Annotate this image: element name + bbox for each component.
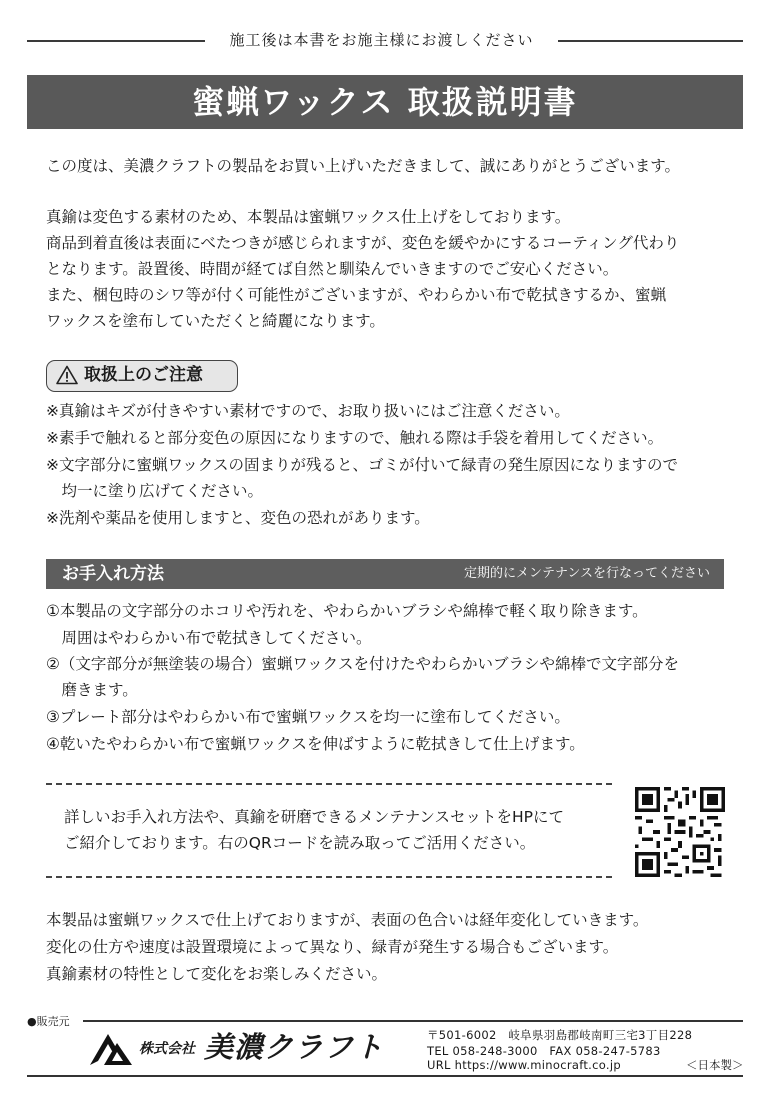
dashed-divider-top <box>46 783 612 785</box>
company-name: 美濃クラフト <box>204 1030 385 1064</box>
footer-rule-top <box>83 1020 743 1022</box>
caution-line: 均一に塗り広げてください。 <box>46 482 264 500</box>
maintenance-step: ③プレート部分はやわらかい布で蜜蝋ワックスを均一に塗布してください。 <box>46 708 570 726</box>
description-line: 商品到着直後は表面にべたつきが感じられますが、変色を緩やかにするコーティング代わり <box>46 234 680 252</box>
top-note-rule-right <box>558 40 743 42</box>
made-in-label: ＜日本製＞ <box>686 1058 744 1072</box>
warning-triangle-icon <box>56 365 78 385</box>
top-note: 施工後は本書をお施主様にお渡しください <box>229 31 534 49</box>
seller-label: ●販売元 <box>27 1015 70 1028</box>
company-prefix: 株式会社 <box>139 1041 195 1057</box>
description-line: ワックスを塗布していただくと綺麗になります。 <box>46 312 385 330</box>
hp-info-line: 詳しいお手入れ方法や、真鍮を研磨できるメンテナンスセットをHPにて <box>64 808 564 826</box>
maintenance-step: 周囲はやわらかい布で乾拭きしてください。 <box>46 629 372 647</box>
company-address: 〒501-6002 岐阜県羽島郡岐南町三宅3丁目228 <box>427 1028 693 1042</box>
maintenance-step: ④乾いたやわらかい布で蜜蝋ワックスを伸ばすように乾拭きして仕上げます。 <box>46 735 585 753</box>
company-contact: TEL 058-248-3000 FAX 058-247-5783 <box>427 1044 661 1058</box>
company-logo-icon <box>88 1031 134 1067</box>
dashed-divider-bottom <box>46 876 612 878</box>
caution-line: ※文字部分に蜜蝋ワックスの固まりが残ると、ゴミが付いて緑青の発生原因になりますので <box>46 456 679 474</box>
hp-info-line: ご紹介しております。右のQRコードを読み取ってご活用ください。 <box>64 834 536 852</box>
maintenance-step: ②（文字部分が無塗装の場合）蜜蝋ワックスを付けたやわらかいブラシや綿棒で文字部分を <box>46 655 679 673</box>
maintenance-title: お手入れ方法 <box>62 564 164 584</box>
page-title: 蜜蝋ワックス 取扱説明書 <box>192 83 578 121</box>
closing-line: 真鍮素材の特性として変化をお楽しみください。 <box>46 965 388 983</box>
footer-rule-bottom <box>27 1075 743 1077</box>
maintenance-step: ①本製品の文字部分のホコリや汚れを、やわらかいブラシや綿棒で軽く取り除きます。 <box>46 602 648 620</box>
maintenance-step: 磨きます。 <box>46 681 138 699</box>
caution-line: ※真鍮はキズが付きやすい素材ですので、お取り扱いにはご注意ください。 <box>46 402 570 420</box>
caution-title: 取扱上のご注意 <box>84 365 203 385</box>
qr-code[interactable] <box>634 787 726 877</box>
closing-line: 変化の仕方や速度は設置環境によって異なり、緑青が発生する場合もございます。 <box>46 938 619 956</box>
top-note-rule-left <box>27 40 205 42</box>
description-line: 真鍮は変色する素材のため、本製品は蜜蝋ワックス仕上げをしております。 <box>46 208 571 226</box>
maintenance-note: 定期的にメンテナンスを行なってください <box>464 566 710 581</box>
intro-text: この度は、美濃クラフトの製品をお買い上げいただきまして、誠にありがとうございます。 <box>46 157 680 175</box>
description-line: となります。設置後、時間が経てば自然と馴染んでいきますのでご安心ください。 <box>46 260 619 278</box>
caution-line: ※素手で触れると部分変色の原因になりますので、触れる際は手袋を着用してください。 <box>46 429 664 447</box>
description-line: また、梱包時のシワ等が付く可能性がございますが、やわらかい布で乾拭きするか、蜜蝋 <box>46 286 667 304</box>
closing-line: 本製品は蜜蝋ワックスで仕上げておりますが、表面の色合いは経年変化していきます。 <box>46 911 649 929</box>
caution-line: ※洗剤や薬品を使用しますと、変色の恐れがあります。 <box>46 509 430 527</box>
company-url[interactable]: URL https://www.minocraft.co.jp <box>427 1058 621 1072</box>
